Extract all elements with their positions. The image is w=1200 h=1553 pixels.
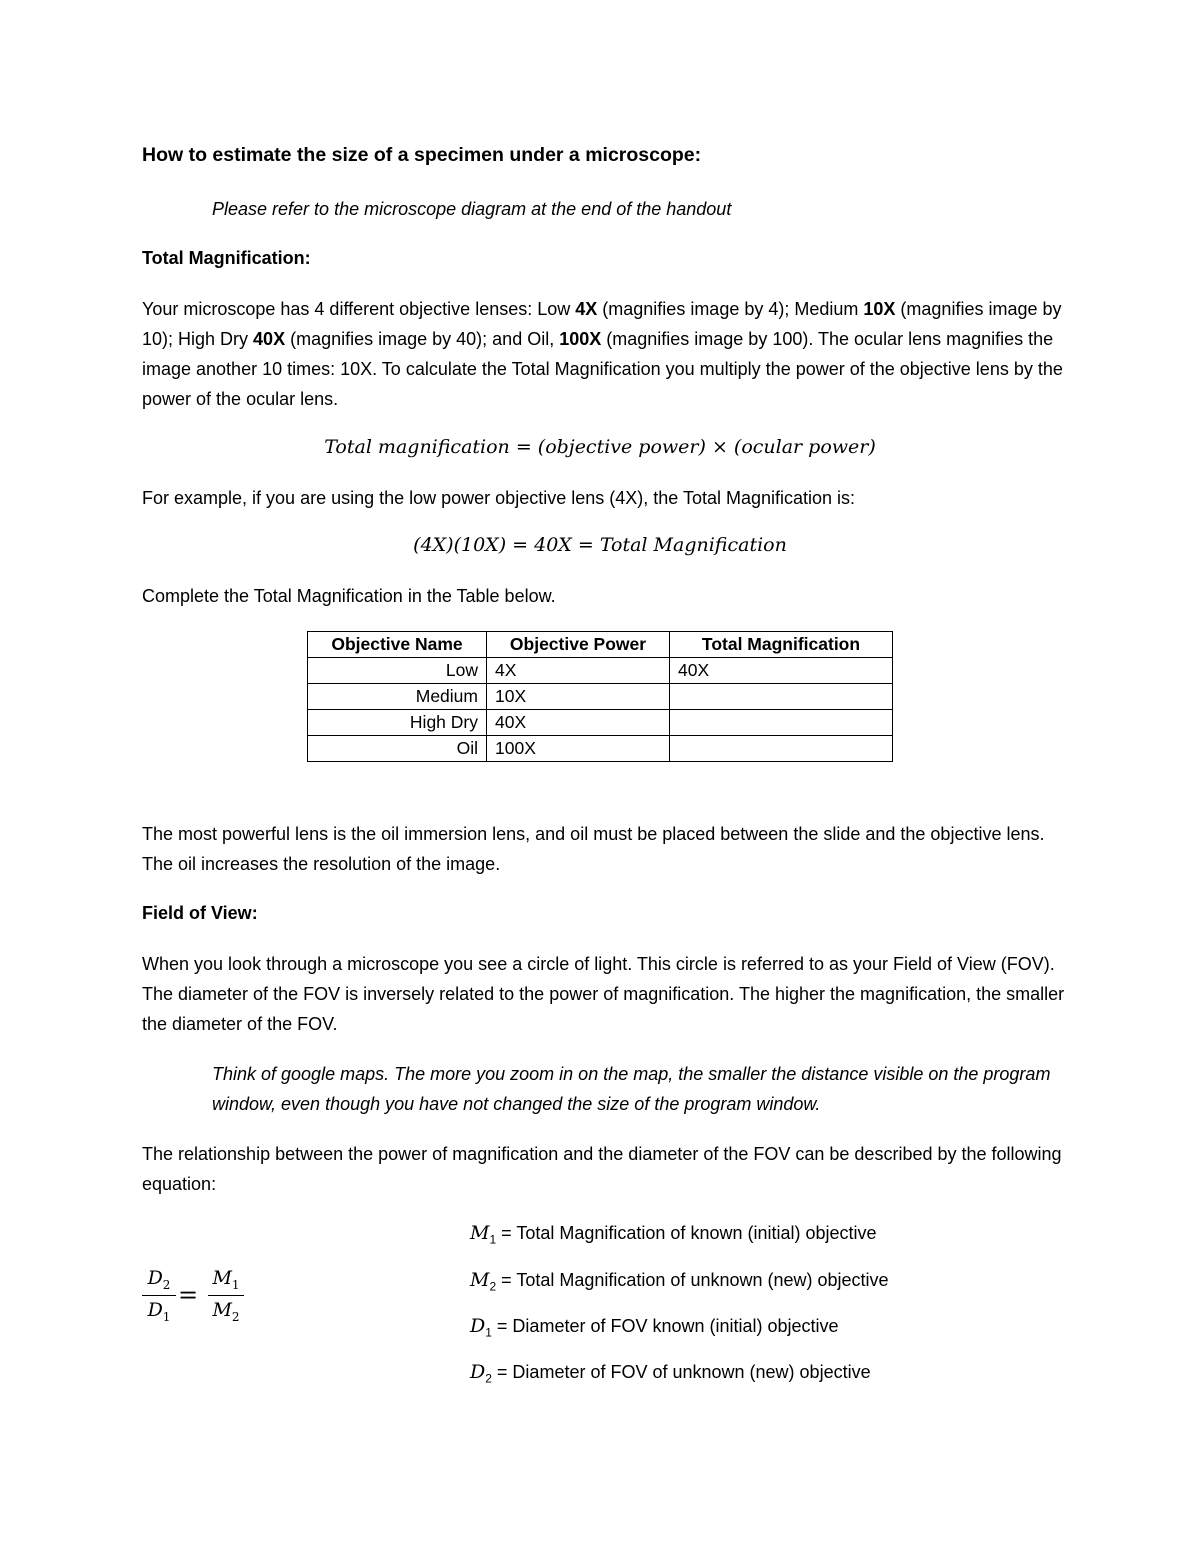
column-header: Objective Power bbox=[487, 632, 670, 658]
objective-name-cell: Low bbox=[308, 658, 487, 684]
objective-name-cell: High Dry bbox=[308, 710, 487, 736]
definition-m1: $M_1$ = Total Magnification of known (initial) objective bbox=[470, 1222, 877, 1247]
fov-paragraph: When you look through a microscope you see a circle of light. This circle is referred to as your Field of View (FOV). The diameter of the FOV is inversely related to the power of magnification. The higher the magnification, the smaller the diameter of the FOV. bbox=[142, 954, 1065, 1034]
google-maps-analogy: Think of google maps. The more you zoom in on the map, the smaller the distance visible on the program window, even though you have not changed the size of the program window. bbox=[212, 1064, 1051, 1114]
diagram-note: Please refer to the microscope diagram at the end of the handout bbox=[212, 199, 732, 219]
table-header-row bbox=[308, 632, 893, 658]
total-magnification-heading: Total Magnification: bbox=[142, 248, 311, 268]
relationship-paragraph: The relationship between the power of magnification and the diameter of the FOV can be described by the following equation: bbox=[142, 1144, 1062, 1194]
objective-power-cell: 100X bbox=[487, 736, 670, 762]
table-row bbox=[308, 736, 893, 762]
objective-power-cell: 4X bbox=[487, 658, 670, 684]
total-magnification-cell[interactable] bbox=[670, 710, 893, 736]
column-header: Total Magnification bbox=[670, 632, 893, 658]
table-row bbox=[308, 684, 893, 710]
magnification-equation: Total magnification = (objective power) × (ocular power) bbox=[324, 436, 876, 458]
example-equation: (4X)(10X) = 40X = Total Magnification bbox=[413, 534, 787, 556]
page-title: How to estimate the size of a specimen under a microscope: bbox=[142, 144, 702, 166]
lens-paragraph: Your microscope has 4 different objective lenses: Low 4X (magnifies image by 4); Medium 10X (magnifies image by 10); High Dry 40X (magnifies image by 40); and Oil, 100X (magnifies image by 100). The ocular lens magnifies the image another 10 times: 10X. To calculate the Total Magnification you multiply the power of the objective lens by the power of the ocular lens. bbox=[142, 299, 1063, 409]
total-magnification-cell[interactable]: 40X bbox=[670, 658, 893, 684]
total-magnification-cell[interactable] bbox=[670, 684, 893, 710]
table-row bbox=[308, 658, 893, 684]
oil-immersion-paragraph: The most powerful lens is the oil immersion lens, and oil must be placed between the slide and the objective lens. The oil increases the resolution of the image. bbox=[142, 824, 1045, 874]
example-sentence: For example, if you are using the low power objective lens (4X), the Total Magnification is: bbox=[142, 488, 856, 508]
objective-name-cell: Medium bbox=[308, 684, 487, 710]
objective-name-cell: Oil bbox=[308, 736, 487, 762]
definition-d1: $D_1$ = Diameter of FOV known (initial) objective bbox=[470, 1315, 839, 1340]
definition-d2: $D_2$ = Diameter of FOV of unknown (new) objective bbox=[470, 1361, 871, 1386]
objective-power-cell: 40X bbox=[487, 710, 670, 736]
objective-power-cell: 10X bbox=[487, 684, 670, 710]
magnification-table bbox=[307, 631, 893, 762]
total-magnification-cell[interactable] bbox=[670, 736, 893, 762]
table-row bbox=[308, 710, 893, 736]
column-header: Objective Name bbox=[308, 632, 487, 658]
definition-m2: $M_2$ = Total Magnification of unknown (new) objective bbox=[470, 1269, 889, 1294]
table-instruction: Complete the Total Magnification in the Table below. bbox=[142, 586, 556, 606]
field-of-view-heading: Field of View: bbox=[142, 903, 258, 923]
